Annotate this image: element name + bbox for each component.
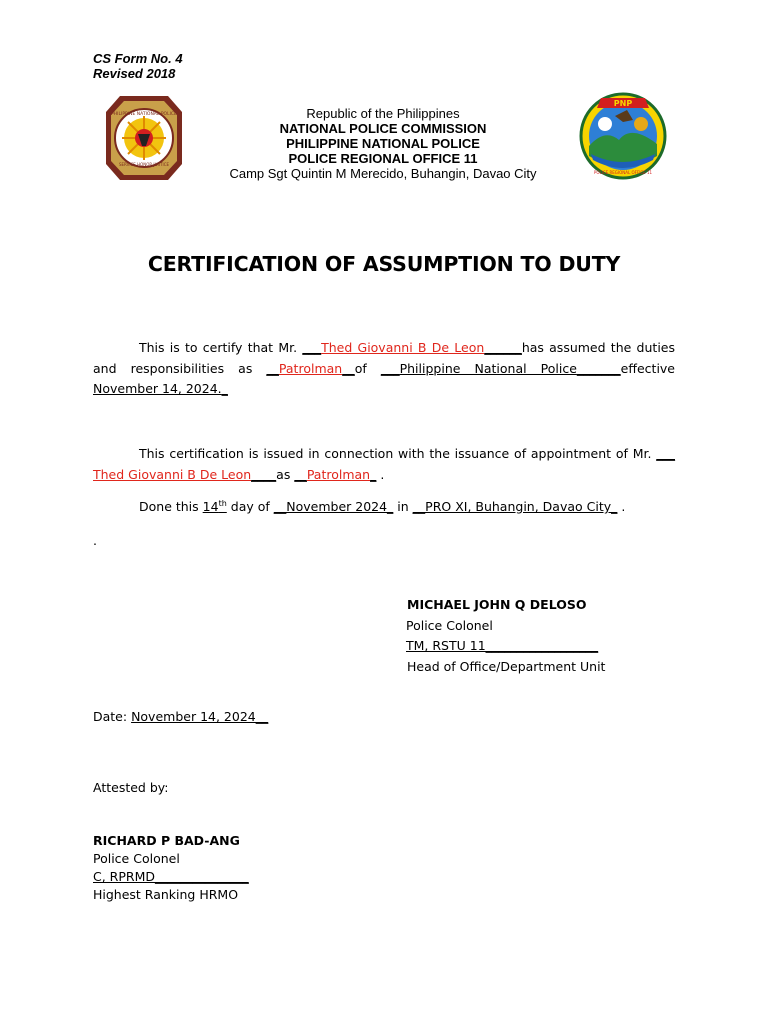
date-value: November 14, 2024__ <box>131 709 269 724</box>
para3-lead: Done this <box>139 499 203 514</box>
header-republic: Republic of the Philippines <box>306 106 460 121</box>
signatory-unit: Head of Office/Department Unit <box>407 658 606 674</box>
para1-blank: ___ <box>380 360 400 376</box>
attester-role: Highest Ranking HRMO <box>93 887 239 902</box>
attester-block <box>93 832 249 904</box>
appointee-position: Patrolman <box>306 466 371 482</box>
agency-name: Philippine National Police <box>399 360 577 376</box>
para1-blank: __ <box>266 360 279 376</box>
header-pro11: POLICE REGIONAL OFFICE 11 <box>288 151 478 166</box>
right-logo-ring-text: POLICE REGIONAL OFFICE 11 <box>593 170 653 175</box>
para1-text: effective <box>620 360 675 376</box>
form-identifier <box>93 51 183 81</box>
para1-text: has assumed the duties and responsibilities as <box>93 340 675 376</box>
document-title: CERTIFICATION OF ASSUMPTION TO DUTY <box>147 252 621 276</box>
date-label: Date: <box>93 709 132 724</box>
para2-text: . <box>376 466 385 482</box>
para2-lead: This certification is issued in connection with the issuance of appointment of Mr. <box>139 446 657 461</box>
done-place: __PRO XI, Buhangin, Davao City_ <box>412 499 618 514</box>
header-pnp: PHILIPPINE NATIONAL POLICE <box>286 136 480 151</box>
para3-text: . <box>617 499 626 514</box>
para1-lead: This is to certify that Mr. <box>139 340 303 355</box>
appointee-name: Thed Giovanni B De Leon <box>93 466 252 482</box>
date-line <box>93 707 268 728</box>
stray-dot: . <box>93 533 97 548</box>
signatory-block <box>406 595 605 677</box>
day-suffix: th <box>218 498 227 508</box>
para1-blank: ___ <box>302 340 322 355</box>
para3-text: day of <box>226 499 274 514</box>
para2-blank: _ <box>370 466 377 482</box>
attester-office: C, RPRMD_______________ <box>93 869 249 884</box>
header-napolcom: NATIONAL POLICE COMMISSION <box>279 121 487 136</box>
signatory-name: MICHAEL JOHN Q DELOSO <box>407 597 587 612</box>
certify-paragraph <box>93 338 675 400</box>
attester-name: RICHARD P BAD-ANG <box>93 833 240 848</box>
pnp-seal-logo <box>106 96 182 180</box>
day-value: 14 <box>202 499 219 514</box>
para3-text: in <box>393 499 413 514</box>
attester-rank: Police Colonel <box>93 851 180 866</box>
header-address: Camp Sgt Quintin M Merecido, Buhangin, Davao City <box>229 166 537 181</box>
left-logo-ring-text: PHILIPPINE NATIONAL POLICE <box>111 112 177 117</box>
form-revision: Revised 2018 <box>93 66 176 81</box>
form-number: CS Form No. 4 <box>93 51 183 66</box>
day-number <box>203 499 227 514</box>
para2-blank: ___ <box>656 446 675 461</box>
para2-blank: ____ <box>251 466 277 482</box>
attested-label: Attested by: <box>93 780 169 795</box>
appointee-position: Patrolman <box>278 360 343 376</box>
letterhead <box>200 106 566 181</box>
pro11-seal-logo <box>575 90 672 180</box>
right-logo-banner-text: PNP <box>613 99 633 108</box>
para2-text: as <box>276 466 295 482</box>
effective-date: November 14, 2024. <box>93 381 222 396</box>
para1-blank: __ <box>342 360 355 376</box>
done-this-line <box>139 497 625 518</box>
para1-blank: _ <box>221 381 228 396</box>
month-year: __November 2024_ <box>273 499 394 514</box>
para2-blank: __ <box>294 466 307 482</box>
signatory-rank: Police Colonel <box>406 617 493 633</box>
para1-blank: ______ <box>484 340 522 355</box>
issuance-paragraph <box>93 444 675 485</box>
signatory-office: TM, RSTU 11__________________ <box>406 638 599 653</box>
para1-text: of <box>354 360 381 376</box>
para1-blank: _______ <box>576 360 621 376</box>
appointee-name: Thed Giovanni B De Leon <box>321 340 485 355</box>
left-logo-ring-text-bottom: SERVICE HONOR JUSTICE <box>118 162 170 167</box>
